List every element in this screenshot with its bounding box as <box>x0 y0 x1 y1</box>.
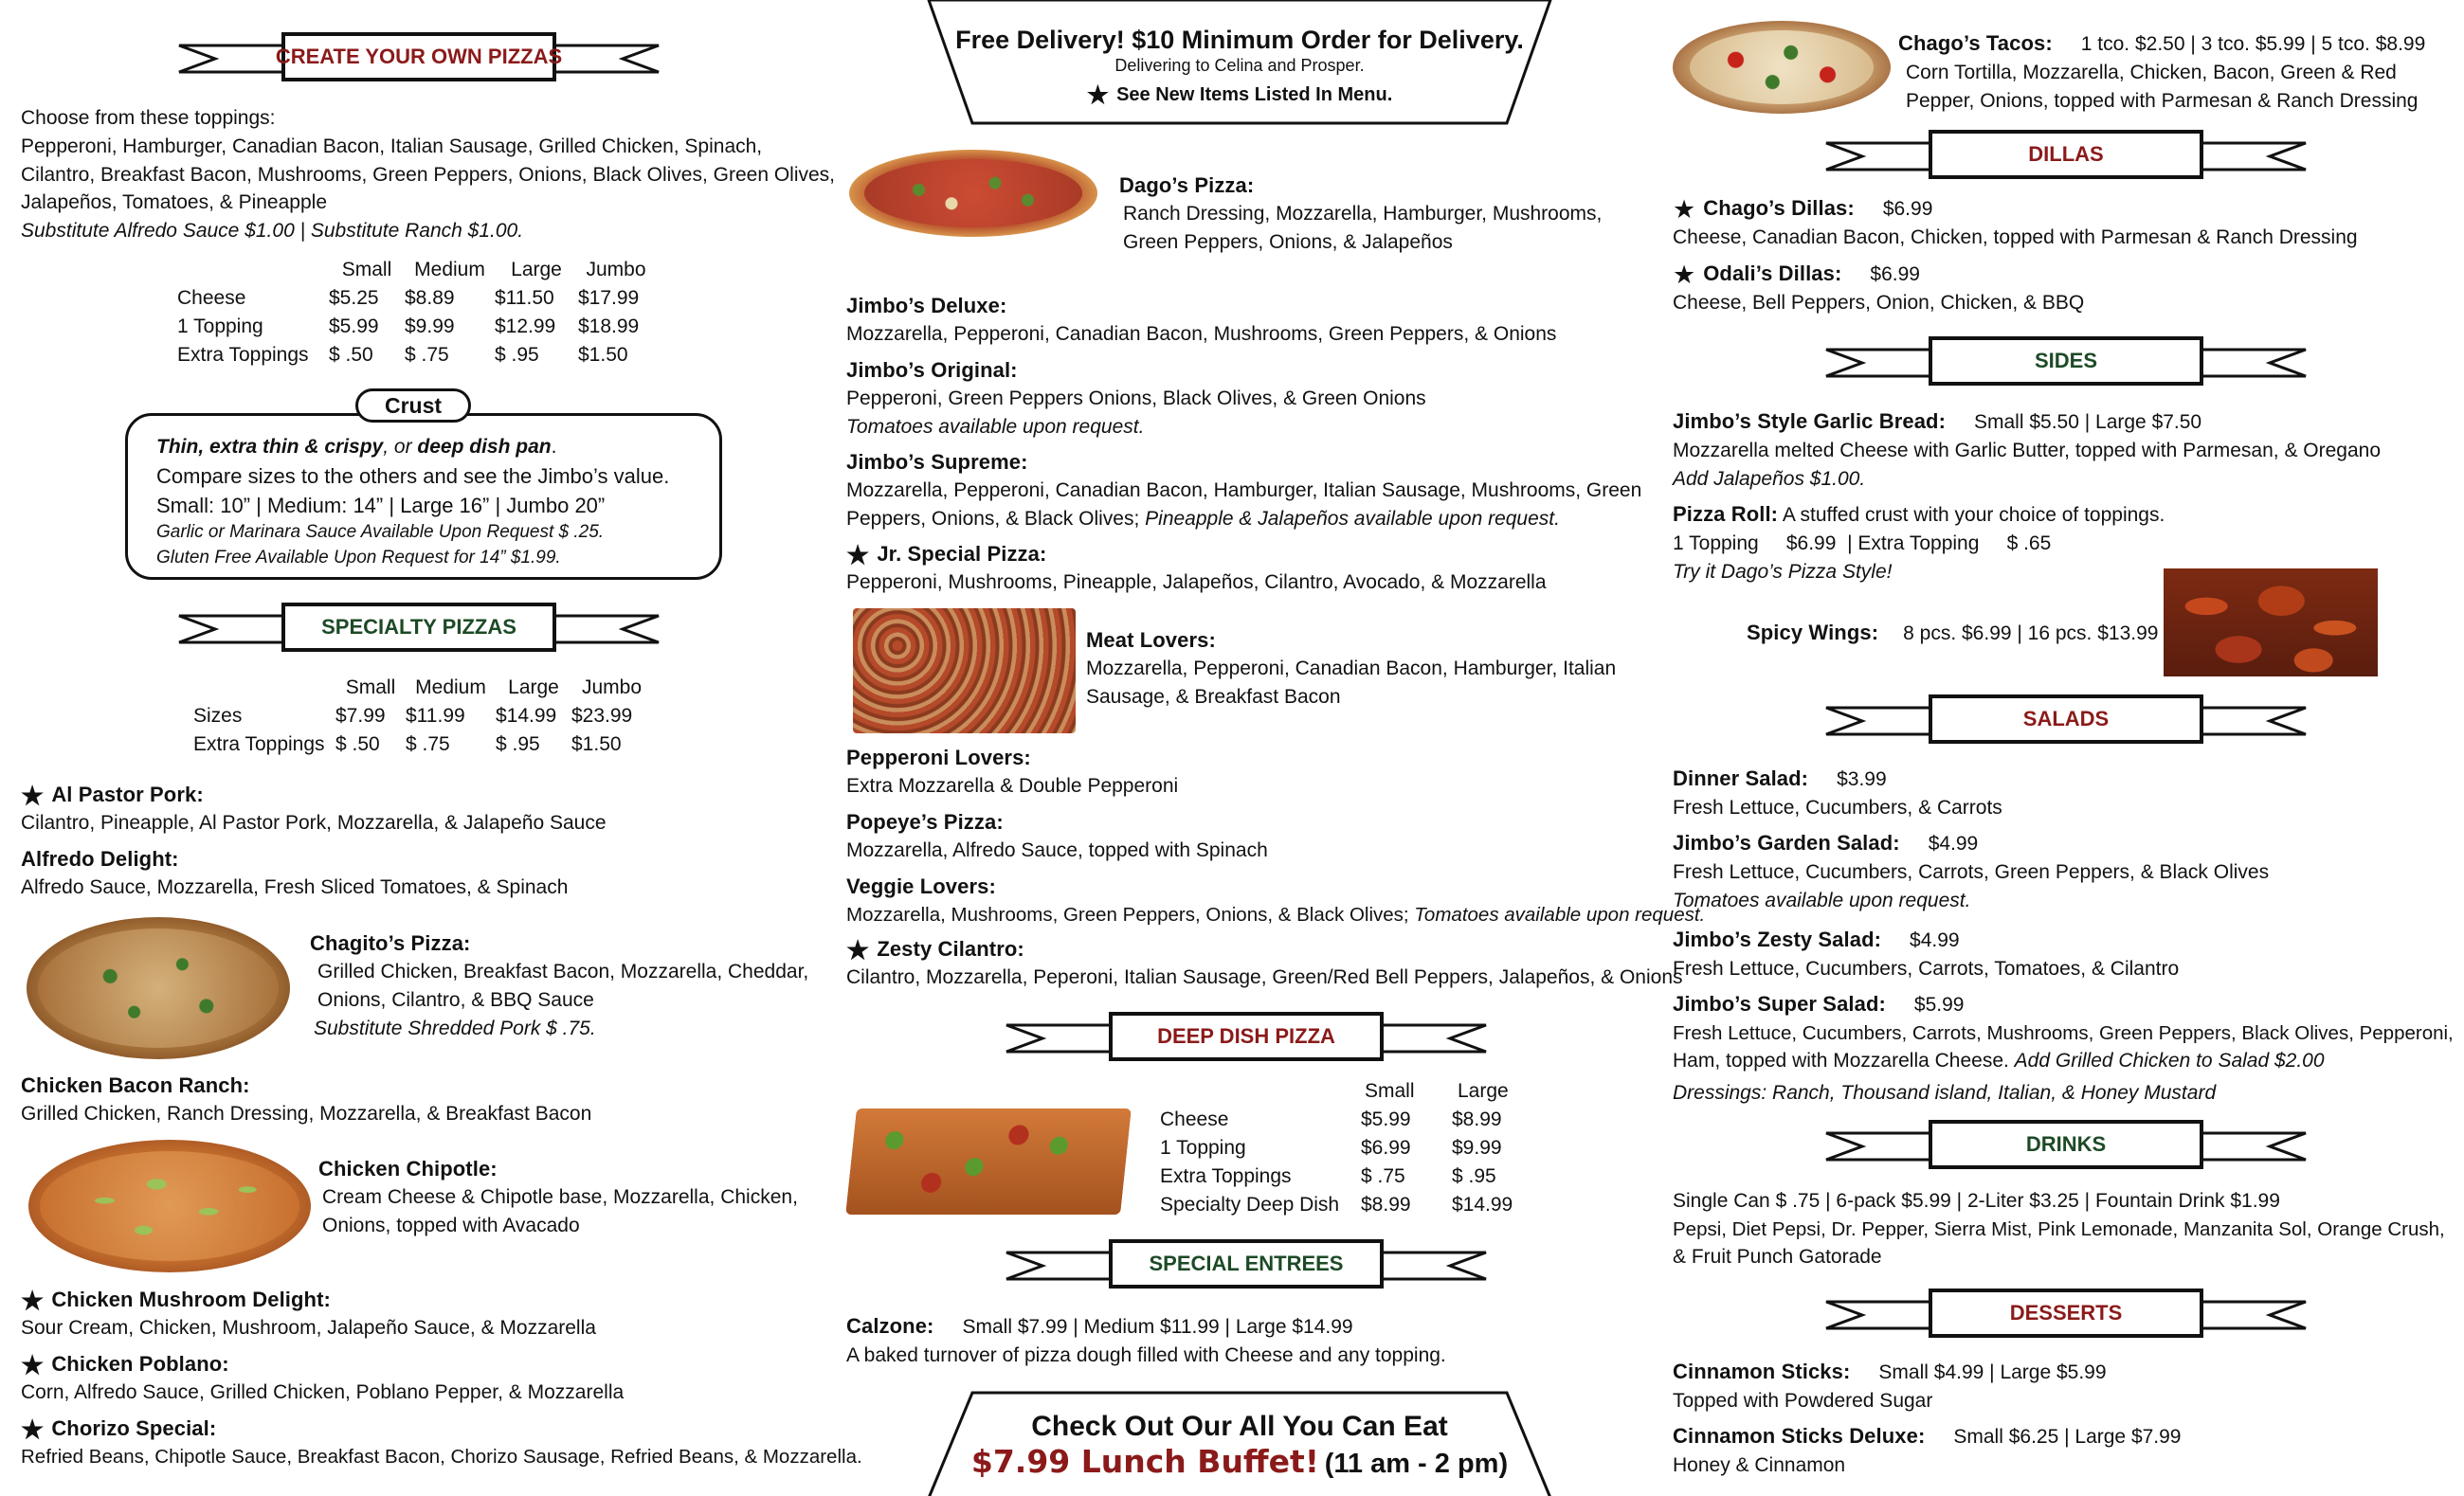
chago-dillas-item <box>1673 193 2440 252</box>
tacos-photo <box>1673 21 1891 114</box>
price-cell: $11.50 <box>495 287 554 309</box>
star-icon: ★ <box>1673 261 1696 289</box>
wings-photo <box>2164 568 2378 676</box>
toppings-line-1: Pepperoni, Hamburger, Canadian Bacon, Italian Sausage, Grilled Chicken, Spinach, <box>21 135 763 157</box>
zesty-cilantro-item <box>846 934 1683 992</box>
salads-title: SALADS <box>2022 707 2110 730</box>
row-label: Cheese <box>177 287 246 309</box>
buffet-line-1: Check Out Our All You Can Eat <box>1031 1411 1448 1442</box>
meat-lovers-item <box>1086 625 1640 712</box>
star-icon: ★ <box>21 1351 45 1379</box>
chagito-pizza-photo <box>27 917 290 1059</box>
size-header: Small <box>341 259 392 280</box>
item-name: ★ Al Pastor Pork: <box>21 782 204 810</box>
tacos-line: Chago’s Tacos: 1 tco. $2.50 | 3 tco. $5.99 | 5 tco. $8.99 <box>1898 31 2426 55</box>
cinnamon-sticks-item <box>1673 1357 2440 1415</box>
cinnamon-sticks-deluxe-item <box>1673 1421 2440 1480</box>
item-desc: Mozzarella, Pepperoni, Canadian Bacon, Hamburger, Italian Sausage, Mushrooms, Green <box>846 479 1642 502</box>
garlic-bread-item <box>1673 406 2440 493</box>
spicy-wings-item <box>1747 618 2201 648</box>
star-icon: ★ <box>846 541 870 569</box>
item-desc: Extra Mozzarella & Double Pepperoni <box>846 775 1179 798</box>
delivery-line-3: ★ See New Items Listed In Menu. <box>1086 81 1393 109</box>
crust-line-1: Thin, extra thin & crispy, or deep dish pan. <box>156 436 557 458</box>
jimbo-supreme-item <box>846 447 1642 533</box>
popeye-item <box>846 807 1642 865</box>
item-line: ★ Odali’s Dillas: $6.99 <box>1673 261 1920 289</box>
deep-dish-price-table <box>1160 1077 1537 1219</box>
create-own-price-table <box>177 256 654 369</box>
crust-title: Crust <box>355 388 471 423</box>
price-cell: $5.99 <box>329 315 379 337</box>
item-desc: Pepperoni, Green Peppers Onions, Black Olives, & Green Onions <box>846 388 1426 410</box>
item-name: Meat Lovers: <box>1086 628 1216 652</box>
specialty-banner <box>177 601 661 654</box>
crust-line-2: Compare sizes to the others and see the Jimbo’s value. <box>156 463 670 488</box>
jimbo-deluxe-item <box>846 291 1642 349</box>
row-label: Cheese <box>1160 1108 1229 1130</box>
item-line: Cinnamon Sticks: Small $4.99 | Large $5.99 <box>1673 1360 2107 1383</box>
deep-dish-title: DEEP DISH PIZZA <box>1157 1024 1335 1048</box>
buffet-notice <box>927 1410 1552 1485</box>
create-own-banner <box>177 30 661 83</box>
item-desc: Peppers, Onions, & Black Olives; Pineapple & Jalapeños available upon request. <box>846 508 1560 531</box>
item-name: Jimbo’s Deluxe: <box>846 294 1007 317</box>
specialty-title: SPECIALTY PIZZAS <box>321 615 516 639</box>
row-label: 1 Topping <box>1160 1137 1246 1159</box>
item-desc: Alfredo Sauce, Mozzarella, Fresh Sliced Tomatoes, & Spinach <box>21 876 569 899</box>
drinks-title: DRINKS <box>2025 1132 2107 1156</box>
calzone-line: Calzone: Small $7.99 | Medium $11.99 | Large $14.99 <box>846 1314 1353 1338</box>
size-header: Jumbo <box>586 259 646 280</box>
price-row <box>1160 1191 1537 1219</box>
item-name: ★ Chicken Poblano: <box>21 1351 229 1379</box>
item-desc: Fresh Lettuce, Cucumbers, Carrots, Mushrooms, Green Peppers, Black Olives, Pepperoni, <box>1673 1021 2454 1044</box>
star-icon: ★ <box>1673 195 1696 224</box>
price-cell: $1.50 <box>578 344 628 366</box>
drinks-list: Pepsi, Diet Pepsi, Dr. Pepper, Sierra Mist, Pink Lemonade, Manzanita Sol, Orange Crush, <box>1673 1217 2445 1240</box>
price-row <box>193 702 652 730</box>
price-cell: $11.99 <box>406 705 465 727</box>
toppings-intro: Choose from these toppings: <box>21 107 276 129</box>
item-name: Popeye’s Pizza: <box>846 810 1004 834</box>
drinks-list: & Fruit Punch Gatorade <box>1673 1245 1882 1268</box>
item-name: ★ Zesty Cilantro: <box>846 936 1024 964</box>
crust-box <box>125 413 722 580</box>
price-cell: $8.99 <box>1452 1108 1502 1130</box>
star-icon: ★ <box>846 936 870 964</box>
price-cell: $6.99 <box>1361 1137 1411 1159</box>
size-header: Medium <box>414 259 485 280</box>
crust-text <box>128 433 719 571</box>
jr-special-item <box>846 539 1642 597</box>
price-cell: $ .75 <box>1361 1165 1405 1187</box>
dago-pizza-photo <box>849 150 1097 237</box>
item-desc: Fresh Lettuce, Cucumbers, Carrots, Green Peppers, & Black Olives <box>1673 860 2270 883</box>
price-row <box>1160 1134 1537 1163</box>
item-note: Tomatoes available upon request. <box>846 416 1145 439</box>
dago-item <box>1119 171 1636 257</box>
dressings-note: Dressings: Ranch, Thousand island, Italian, & Honey Mustard <box>1673 1082 2217 1104</box>
item-name: ★ Chorizo Special: <box>21 1415 217 1444</box>
item-desc: Corn Tortilla, Mozzarella, Chicken, Bacon, Green & Red <box>1906 61 2397 83</box>
price-cell: $8.89 <box>405 287 455 309</box>
item-desc: Ranch Dressing, Mozzarella, Hamburger, Mushrooms, <box>1123 203 1603 225</box>
middle-column <box>846 0 1706 1496</box>
price-cell: $5.25 <box>329 287 379 309</box>
special-entrees-title: SPECIAL ENTREES <box>1149 1252 1344 1275</box>
calzone-desc: A baked turnover of pizza dough filled with Cheese and any topping. <box>846 1343 1446 1366</box>
toppings-line-2: Cilantro, Breakfast Bacon, Mushrooms, Green Peppers, Onions, Black Olives, Green Olives, <box>21 163 836 186</box>
chicken-mushroom-item <box>21 1285 826 1343</box>
item-desc: Fresh Lettuce, Cucumbers, & Carrots <box>1673 796 2002 819</box>
item-line: Jimbo’s Zesty Salad: $4.99 <box>1673 928 1960 951</box>
item-desc: Green Peppers, Onions, & Jalapeños <box>1123 231 1453 254</box>
salads-banner <box>1824 693 2308 746</box>
price-row <box>1160 1106 1537 1134</box>
super-salad-item <box>1673 989 2454 1075</box>
dillas-banner <box>1824 128 2308 181</box>
item-line: Cinnamon Sticks Deluxe: Small $6.25 | Large $7.99 <box>1673 1424 2182 1448</box>
item-note: Substitute Shredded Pork $ .75. <box>314 1017 596 1039</box>
item-name: Pepperoni Lovers: <box>846 746 1031 769</box>
price-row <box>177 313 654 341</box>
row-label: Specialty Deep Dish <box>1160 1194 1340 1216</box>
delivery-line-1: Free Delivery! $10 Minimum Order for Delivery. <box>955 26 1524 54</box>
item-note: Add Jalapeños $1.00. <box>1673 467 1866 490</box>
item-desc: Pepperoni, Mushrooms, Pineapple, Jalapeños, Cilantro, Avocado, & Mozzarella <box>846 571 1547 594</box>
item-desc: Corn, Alfredo Sauce, Grilled Chicken, Poblano Pepper, & Mozzarella <box>21 1381 625 1404</box>
deep-dish-banner <box>1005 1010 1488 1063</box>
row-label: Extra Toppings <box>193 733 325 755</box>
item-desc: Fresh Lettuce, Cucumbers, Carrots, Tomatoes, & Cilantro <box>1673 957 2180 980</box>
price-cell: $14.99 <box>1452 1194 1513 1216</box>
item-line: Pizza Roll: A stuffed crust with your choice of toppings. <box>1673 502 2165 526</box>
row-label: Extra Toppings <box>1160 1165 1292 1187</box>
sides-title: SIDES <box>2034 349 2098 372</box>
item-name: Alfredo Delight: <box>21 847 179 871</box>
zesty-salad-item <box>1673 925 2440 983</box>
item-desc: Onions, Cilantro, & BBQ Sauce <box>317 989 594 1012</box>
item-desc: Cheese, Bell Peppers, Onion, Chicken, & BBQ <box>1673 291 2085 314</box>
substitute-note: Substitute Alfredo Sauce $1.00 | Substitute Ranch $1.00. <box>21 220 524 243</box>
buffet-line-2: $7.99 Lunch Buffet! (11 am - 2 pm) <box>970 1443 1509 1480</box>
size-header: Large <box>508 676 559 698</box>
chipotle-pizza-photo <box>28 1140 311 1272</box>
price-cell: $ .50 <box>335 733 380 755</box>
price-row <box>193 730 652 759</box>
price-cell: $9.99 <box>405 315 455 337</box>
price-cell: $ .95 <box>496 733 540 755</box>
price-cell: $9.99 <box>1452 1137 1502 1159</box>
size-header: Large <box>511 259 562 280</box>
delivery-notice <box>927 25 1552 110</box>
dinner-salad-item <box>1673 764 2440 822</box>
left-column <box>21 0 862 1496</box>
price-cell: $ .95 <box>495 344 539 366</box>
item-desc: Topped with Powdered Sugar <box>1673 1389 1933 1412</box>
chagito-item <box>310 928 822 1043</box>
odali-dillas-item <box>1673 259 2440 317</box>
item-name: Jimbo’s Original: <box>846 358 1018 382</box>
price-row <box>1160 1163 1537 1191</box>
item-desc: Sausage, & Breakfast Bacon <box>1086 686 1341 709</box>
sides-banner <box>1824 334 2308 388</box>
item-desc: Pepper, Onions, topped with Parmesan & Ranch Dressing <box>1906 89 2419 112</box>
item-desc: Cilantro, Pineapple, Al Pastor Pork, Mozzarella, & Jalapeño Sauce <box>21 812 607 835</box>
right-column <box>1673 0 2454 1496</box>
pizza-roll-item <box>1673 499 2241 586</box>
item-note: Tomatoes available upon request. <box>1673 889 1971 911</box>
calzone-item <box>846 1311 1642 1370</box>
crust-line-5: Gluten Free Available Upon Request for 14” $1.99. <box>156 548 561 568</box>
veggie-lovers-item <box>846 872 1706 928</box>
alfredo-item <box>21 844 826 902</box>
price-cell: $5.99 <box>1361 1108 1411 1130</box>
item-desc: Cream Cheese & Chipotle base, Mozzarella, Chicken, <box>322 1186 798 1209</box>
size-header: Large <box>1458 1080 1509 1102</box>
toppings-block <box>21 104 836 245</box>
drinks-item <box>1673 1187 2445 1271</box>
specialty-price-table <box>193 674 652 759</box>
size-header: Medium <box>415 676 486 698</box>
price-cell: $ .50 <box>329 344 373 366</box>
item-line: Jimbo’s Garden Salad: $4.99 <box>1673 831 1979 855</box>
item-desc: Grilled Chicken, Breakfast Bacon, Mozzarella, Cheddar, <box>317 961 809 983</box>
star-icon: ★ <box>21 782 45 810</box>
item-desc: Onions, topped with Avacado <box>322 1215 580 1237</box>
price-cell: $23.99 <box>571 705 633 727</box>
item-desc: Mozzarella, Mushrooms, Green Peppers, Onions, & Black Olives; Tomatoes available upon request. <box>846 904 1706 927</box>
row-label: 1 Topping <box>177 315 263 337</box>
item-desc: Mozzarella, Pepperoni, Canadian Bacon, Hamburger, Italian <box>1086 658 1617 680</box>
item-line: Jimbo’s Super Salad: $5.99 <box>1673 992 1965 1016</box>
size-header: Small <box>345 676 396 698</box>
star-icon: ★ <box>1086 81 1110 109</box>
al-pastor-item <box>21 780 826 838</box>
price-cell: $ .75 <box>405 344 449 366</box>
size-header: Jumbo <box>581 676 643 698</box>
item-name: Veggie Lovers: <box>846 874 996 898</box>
price-cell: $17.99 <box>578 287 640 309</box>
item-desc: Mozzarella melted Cheese with Garlic Butter, topped with Parmesan, & Oregano <box>1673 439 2382 461</box>
chicken-chipotle-item <box>318 1154 821 1240</box>
item-price: 1 Topping $6.99 | Extra Topping $ .65 <box>1673 532 2052 554</box>
item-line: ★ Chago’s Dillas: $6.99 <box>1673 195 1933 224</box>
deep-dish-photo <box>845 1108 1132 1215</box>
item-name: ★ Jr. Special Pizza: <box>846 541 1047 569</box>
item-desc: Sour Cream, Chicken, Mushroom, Jalapeño Sauce, & Mozzarella <box>21 1317 596 1340</box>
crust-line-4: Garlic or Marinara Sauce Available Upon Request $ .25. <box>156 522 605 543</box>
drinks-banner <box>1824 1118 2308 1171</box>
chicken-bacon-ranch-item <box>21 1071 826 1128</box>
item-note: Try it Dago’s Pizza Style! <box>1673 560 1893 583</box>
chicken-poblano-item <box>21 1349 826 1407</box>
star-icon: ★ <box>21 1287 45 1315</box>
item-line: Spicy Wings: 8 pcs. $6.99 | 16 pcs. $13.99 <box>1747 621 2159 644</box>
item-name: Chicken Chipotle: <box>318 1157 498 1181</box>
item-name: Chicken Bacon Ranch: <box>21 1073 250 1097</box>
item-line: Jimbo’s Style Garlic Bread: Small $5.50 | Large $7.50 <box>1673 409 2202 433</box>
row-label: Extra Toppings <box>177 344 309 366</box>
price-cell: $ .75 <box>406 733 450 755</box>
item-desc: Mozzarella, Alfredo Sauce, topped with Spinach <box>846 839 1268 862</box>
star-icon: ★ <box>21 1415 45 1444</box>
item-desc: Refried Beans, Chipotle Sauce, Breakfast Bacon, Chorizo Sausage, Refried Beans, & Mozzarella. <box>21 1446 862 1469</box>
price-cell: $18.99 <box>578 315 640 337</box>
dillas-title: DILLAS <box>2028 142 2104 166</box>
price-cell: $1.50 <box>571 733 622 755</box>
special-entrees-banner <box>1005 1237 1488 1290</box>
row-label: Sizes <box>193 705 243 727</box>
chorizo-item <box>21 1414 862 1470</box>
price-cell: $7.99 <box>335 705 386 727</box>
desserts-banner <box>1824 1287 2308 1340</box>
item-desc: Cilantro, Mozzarella, Peperoni, Italian Sausage, Green/Red Bell Peppers, Jalapeños, & Onions <box>846 966 1683 989</box>
item-name: Jimbo’s Supreme: <box>846 450 1028 474</box>
item-desc: Mozzarella, Pepperoni, Canadian Bacon, Mushrooms, Green Peppers, & Onions <box>846 323 1557 346</box>
size-header: Small <box>1365 1080 1415 1102</box>
item-name: Dago’s Pizza: <box>1119 173 1255 197</box>
chago-tacos-item <box>1898 28 2440 115</box>
item-desc: Grilled Chicken, Ranch Dressing, Mozzarella, & Breakfast Bacon <box>21 1103 592 1126</box>
meat-lovers-photo <box>853 608 1076 733</box>
toppings-line-3: Jalapeños, Tomatoes, & Pineapple <box>21 191 327 214</box>
price-cell: $14.99 <box>496 705 557 727</box>
item-name: ★ Chicken Mushroom Delight: <box>21 1287 331 1315</box>
drinks-prices: Single Can $ .75 | 6-pack $5.99 | 2-Liter $3.25 | Fountain Drink $1.99 <box>1673 1190 2280 1212</box>
desserts-title: DESSERTS <box>2009 1301 2123 1325</box>
item-desc: Ham, topped with Mozzarella Cheese. Add Grilled Chicken to Salad $2.00 <box>1673 1049 2325 1072</box>
item-desc: Honey & Cinnamon <box>1673 1453 1846 1476</box>
delivery-line-2: Delivering to Celina and Prosper. <box>1114 56 1365 75</box>
item-name: Chagito’s Pizza: <box>310 931 471 955</box>
item-line: Dinner Salad: $3.99 <box>1673 766 1887 790</box>
pepperoni-lovers-item <box>846 743 1642 801</box>
jimbo-original-item <box>846 355 1642 442</box>
create-own-title: CREATE YOUR OWN PIZZAS <box>275 45 563 68</box>
crust-line-3: Small: 10” | Medium: 14” | Large 16” | Jumbo 20” <box>156 494 606 518</box>
item-desc: Cheese, Canadian Bacon, Chicken, topped with Parmesan & Ranch Dressing <box>1673 225 2358 248</box>
price-row <box>177 341 654 369</box>
garden-salad-item <box>1673 828 2440 914</box>
price-cell: $12.99 <box>495 315 556 337</box>
price-cell: $8.99 <box>1361 1194 1411 1216</box>
price-row <box>177 284 654 313</box>
price-cell: $ .95 <box>1452 1165 1496 1187</box>
